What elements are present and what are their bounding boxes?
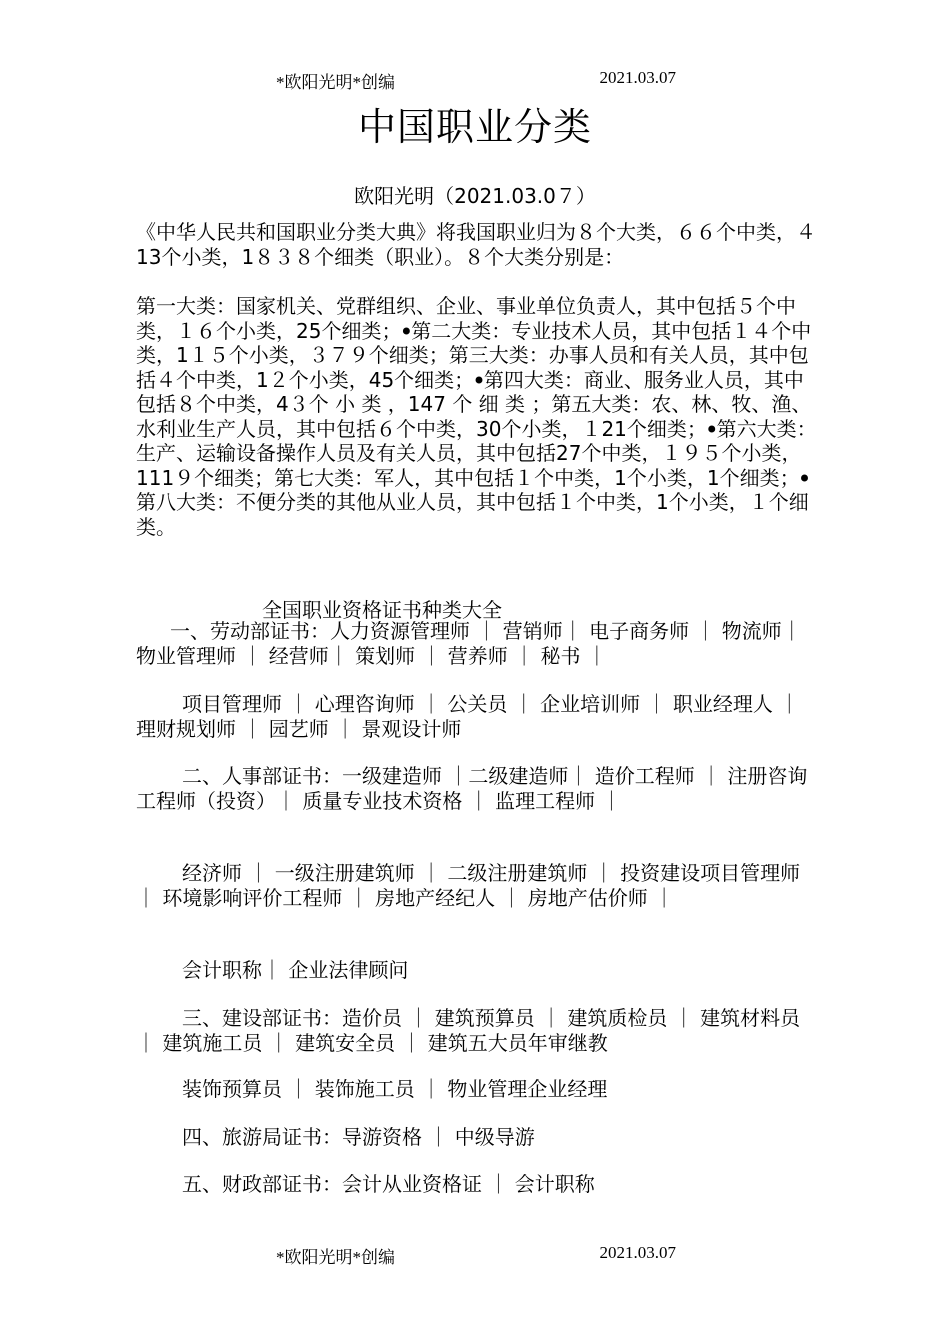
cert-list (136, 958, 822, 983)
cert-list (136, 692, 822, 741)
header-date: 2021.03.07 (599, 68, 676, 87)
page-footer (276, 1243, 676, 1268)
cert-section-title: 全国职业资格证书种类大全 (262, 598, 502, 622)
footer-author: *欧阳光明*创编 (276, 1248, 395, 1267)
cert-list (136, 861, 822, 910)
cert-line: 项目管理师 ｜ 心理咨询师 ｜ 公关员 ｜ 企业培训师 ｜ 职业经理人 ｜ 理财规划师 ｜ 园艺师 ｜ 景观设计师 (136, 692, 800, 741)
cert-line: 经济师 ｜ 一级注册建筑师 ｜ 二级注册建筑师 ｜ 投资建设项目管理师 ｜ 环境影响评价工程师 ｜ 房地产经纪人 ｜ 房地产估价师 ｜ (136, 861, 801, 910)
cert-line: 二、人事部证书：一级建造师 ｜二级建造师｜ 造价工程师 ｜ 注册咨询工程师（投资）｜ 质量专业技术资格 ｜ 监理工程师 ｜ (136, 764, 808, 813)
cert-line: 五、财政部证书：会计从业资格证 ｜ 会计职称 (182, 1172, 595, 1196)
intro-paragraph (136, 220, 822, 269)
cert-list (136, 1077, 822, 1102)
page-header (276, 68, 676, 93)
header-author: *欧阳光明*创编 (276, 73, 395, 92)
cert-line: 一、劳动部证书：人力资源管理师 ｜ 营销师｜ 电子商务师 ｜ 物流师｜ 物业管理师 ｜ 经营师｜ 策划师 ｜ 营养师 ｜ 秘书 ｜ (136, 619, 802, 668)
cert-line: 装饰预算员 ｜ 装饰施工员 ｜ 物业管理企业经理 (182, 1077, 608, 1101)
document-title: 中国职业分类 (357, 105, 592, 149)
cert-list (136, 1172, 822, 1197)
cert-line: 四、旅游局证书：导游资格 ｜ 中级导游 (182, 1125, 535, 1149)
cert-list (136, 764, 822, 813)
intro-text: 《中华人民共和国职业分类大典》将我国职业归为８个大类，６６个中类，４13个小类，1８３８个细类（职业）。８个大类分别是： (136, 220, 816, 269)
cert-line: 三、建设部证书：造价员 ｜ 建筑预算员 ｜ 建筑质检员 ｜ 建筑材料员 ｜ 建筑施工员 ｜ 建筑安全员 ｜ 建筑五大员年审继教 (136, 1006, 801, 1055)
cert-list (136, 1006, 822, 1055)
cert-list (136, 619, 822, 668)
author-line: 欧阳光明（2021.03.0７） (354, 184, 596, 208)
categories-paragraph (136, 294, 822, 539)
footer-date: 2021.03.07 (599, 1243, 676, 1262)
cert-line: 会计职称｜ 企业法律顾问 (182, 958, 409, 982)
cert-list (136, 1125, 822, 1150)
categories-text: 第一大类：国家机关、党群组织、企业、事业单位负责人，其中包括５个中类，１６个小类，25个细类；ꔷ第二大类：专业技术人员，其中包括１４个中类，1１５个小类，３７９个细类；第三大类：办事人员和有关人员，其中包括４个中类，1２个小类，45个细类；ꔷ第四大类：商业、服务业人员，其中包括８个中类，4３个 小 类 ，147 个 细 类 ；第五大类：农、林、牧、渔、水利业生产人员，其中包括６个中类，30个小类，１21个细类；ꔷ第六大类：生产、运输设备操作人员及有关人员，其中包括27个中类，１９５个小类，111９个细类；第七大类：军人，其中包括１个中类，1个小类，1个细类；ꔷ第八大类：不便分类的其他从业人员，其中包括１个中类，1个小类，１个细类。 (136, 294, 817, 539)
